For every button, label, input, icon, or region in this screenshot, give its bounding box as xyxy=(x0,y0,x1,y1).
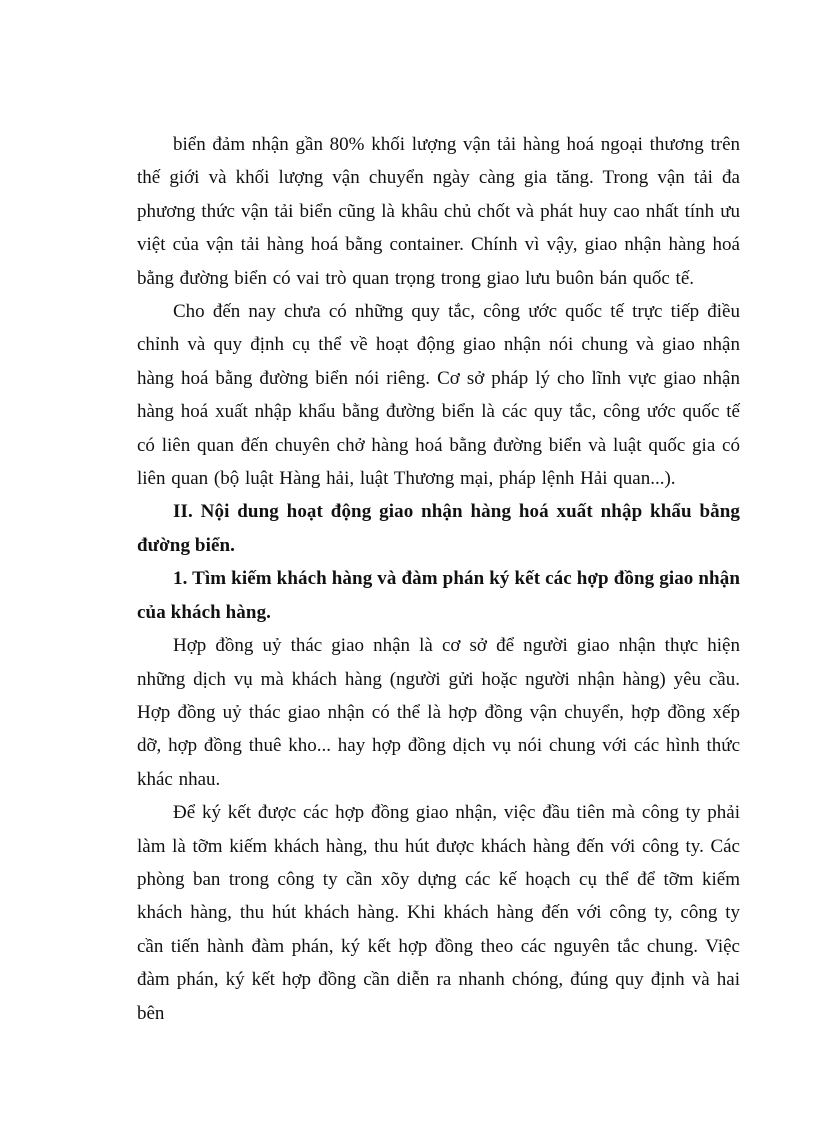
subsection-heading-1: 1. Tìm kiếm khách hàng và đàm phán ký kết các hợp đồng giao nhận của khách hàng. xyxy=(137,568,740,623)
document-page xyxy=(137,128,740,1030)
section-heading-ii: II. Nội dung hoạt động giao nhận hàng hoá xuất nhập khẩu bằng đường biển. xyxy=(137,501,740,556)
paragraph-contract-basis: Hợp đồng uỷ thác giao nhận là cơ sở để người giao nhận thực hiện những dịch vụ mà khách hàng (người gửi hoặc người nhận hàng) yêu cầu. Hợp đồng uỷ thác giao nhận có thể là hợp đồng vận chuyển, hợp đồng xếp dỡ, hợp đồng thuê kho... hay hợp đồng dịch vụ nói chung với các hình thức khác nhau. xyxy=(137,635,740,790)
paragraph-sea-transport-role: biển đảm nhận gần 80% khối lượng vận tải hàng hoá ngoại thương trên thế giới và khối lượng vận chuyển ngày càng gia tăng. Trong vận tải đa phương thức vận tải biển cũng là khâu chủ chốt và phát huy cao nhất tính ưu việt của vận tải hàng hoá bằng container. Chính vì vậy, giao nhận hàng hoá bằng đường biển có vai trò quan trọng trong giao lưu buôn bán quốc tế. xyxy=(137,134,740,289)
paragraph-legal-basis: Cho đến nay chưa có những quy tắc, công ước quốc tế trực tiếp điều chỉnh và quy định cụ thể về hoạt động giao nhận nói chung và giao nhận hàng hoá bằng đường biển nói riêng. Cơ sở pháp lý cho lĩnh vực giao nhận hàng hoá xuất nhập khẩu bằng đường biển là các quy tắc, công ước quốc tế có liên quan đến chuyên chở hàng hoá bằng đường biển và luật quốc gia có liên quan (bộ luật Hàng hải, luật Thương mại, pháp lệnh Hải quan...). xyxy=(137,301,740,490)
paragraph-finding-customers: Để ký kết được các hợp đồng giao nhận, việc đầu tiên mà công ty phải làm là tỡm kiếm khách hàng, thu hút được khách hàng đến với công ty. Các phòng ban trong công ty cần xõy dựng các kế hoạch cụ thể để tỡm kiếm khách hàng, thu hút khách hàng. Khi khách hàng đến với công ty, công ty cần tiến hành đàm phán, ký kết hợp đồng theo các nguyên tắc chung. Việc đàm phán, ký kết hợp đồng cần diễn ra nhanh chóng, đúng quy định và hai bên xyxy=(137,802,740,1024)
